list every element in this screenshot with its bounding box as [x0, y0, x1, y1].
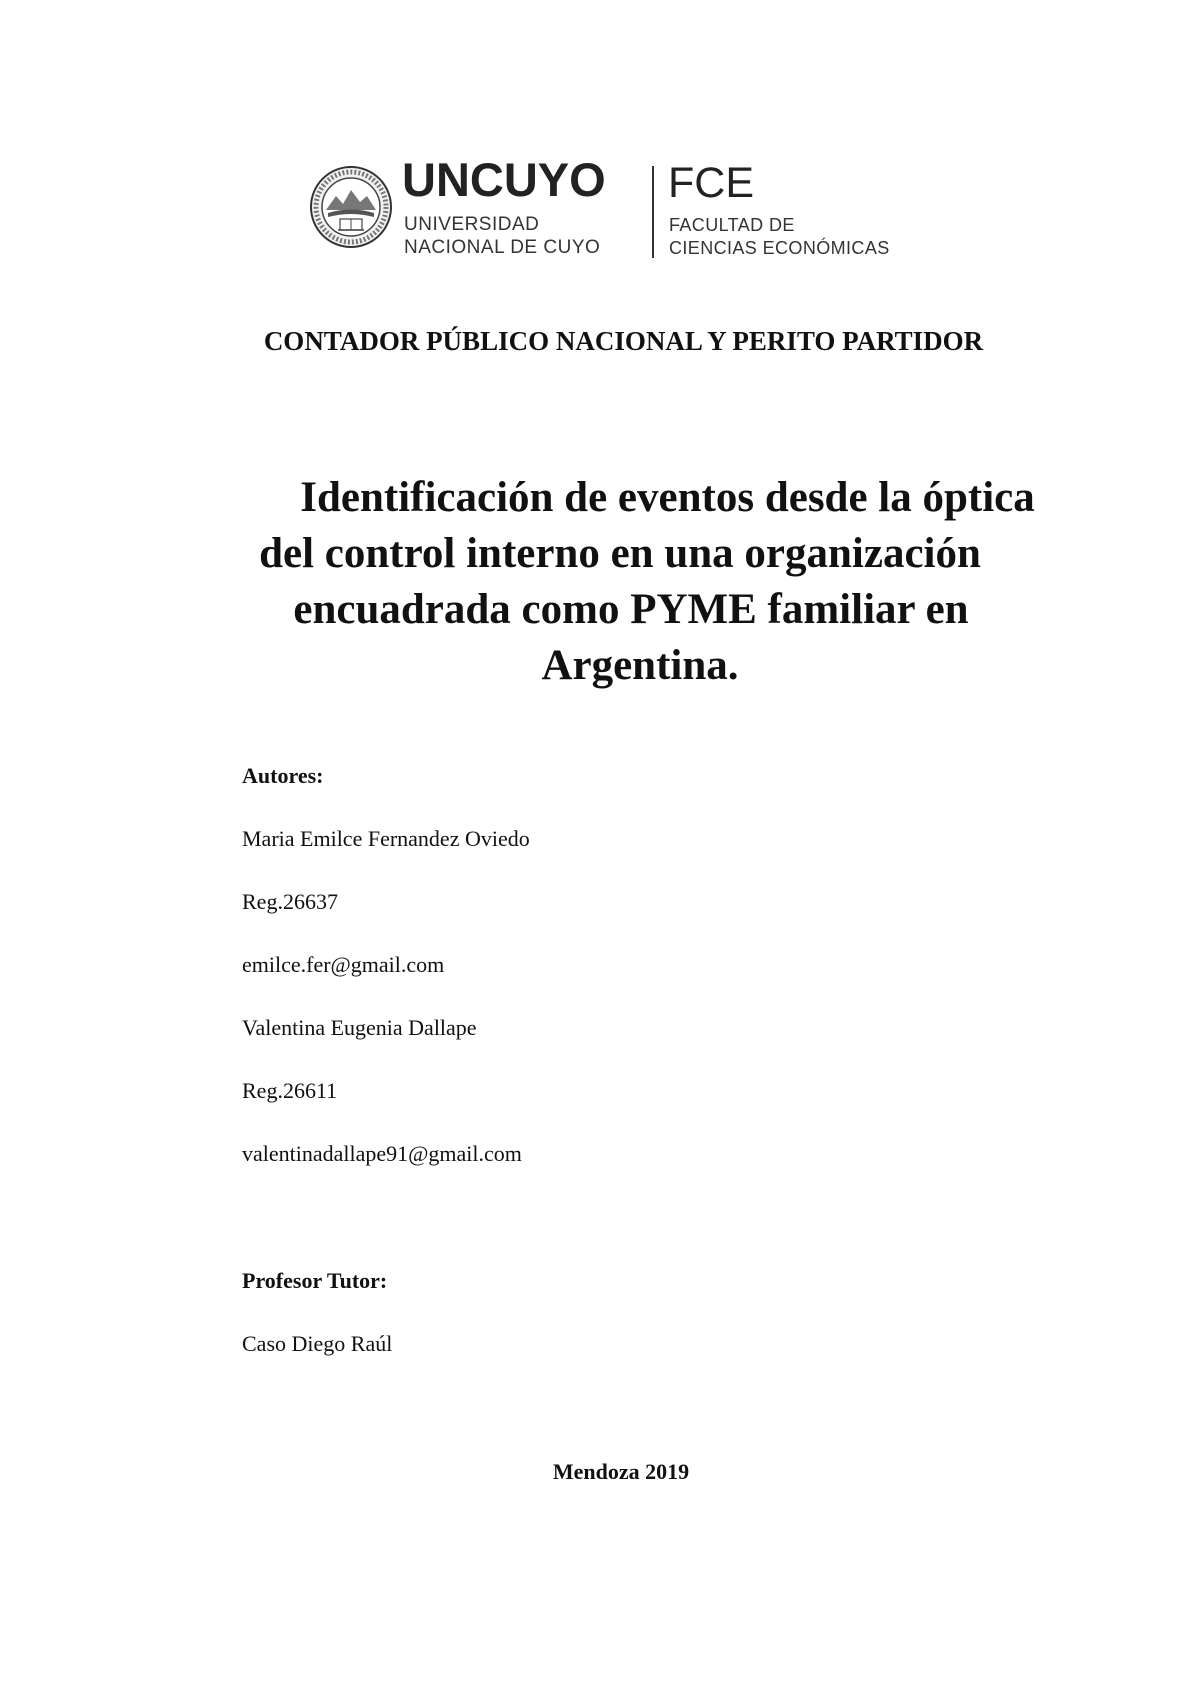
tutor-name: Caso Diego Raúl	[242, 1331, 393, 1356]
faculty-subtitle-line: CIENCIAS ECONÓMICAS	[669, 238, 890, 258]
university-subtitle-line: NACIONAL DE CUYO	[404, 237, 601, 258]
logo-divider	[652, 166, 654, 258]
author-email: emilce.fer@gmail.com	[242, 952, 445, 977]
university-name: UNCUYO	[402, 153, 606, 206]
author-email: valentinadallape91@gmail.com	[242, 1141, 522, 1166]
faculty-subtitle-line: FACULTAD DE	[669, 215, 795, 235]
university-seal-icon	[310, 166, 392, 248]
title-line: Argentina.	[541, 642, 739, 689]
author-reg: Reg.26637	[242, 889, 338, 914]
university-subtitle	[404, 213, 600, 259]
author-name: Maria Emilce Fernandez Oviedo	[242, 826, 530, 851]
tutor-label: Profesor Tutor:	[242, 1268, 388, 1293]
title-line: del control interno en una organización	[259, 530, 981, 577]
institution-logo	[310, 153, 930, 272]
faculty-name: FCE	[668, 159, 754, 207]
degree-heading: CONTADOR PÚBLICO NACIONAL Y PERITO PARTIDOR	[263, 326, 984, 356]
university-subtitle-line: UNIVERSIDAD	[404, 214, 540, 235]
author-name: Valentina Eugenia Dallape	[242, 1015, 477, 1040]
authors-label: Autores:	[242, 763, 324, 788]
author-reg: Reg.26611	[242, 1078, 338, 1103]
title-line: Identificación de eventos desde la óptica	[300, 474, 1035, 521]
place-date: Mendoza 2019	[552, 1459, 690, 1484]
title-line: encuadrada como PYME familiar en	[293, 586, 969, 633]
faculty-subtitle	[669, 214, 890, 260]
document-title	[200, 470, 1080, 694]
